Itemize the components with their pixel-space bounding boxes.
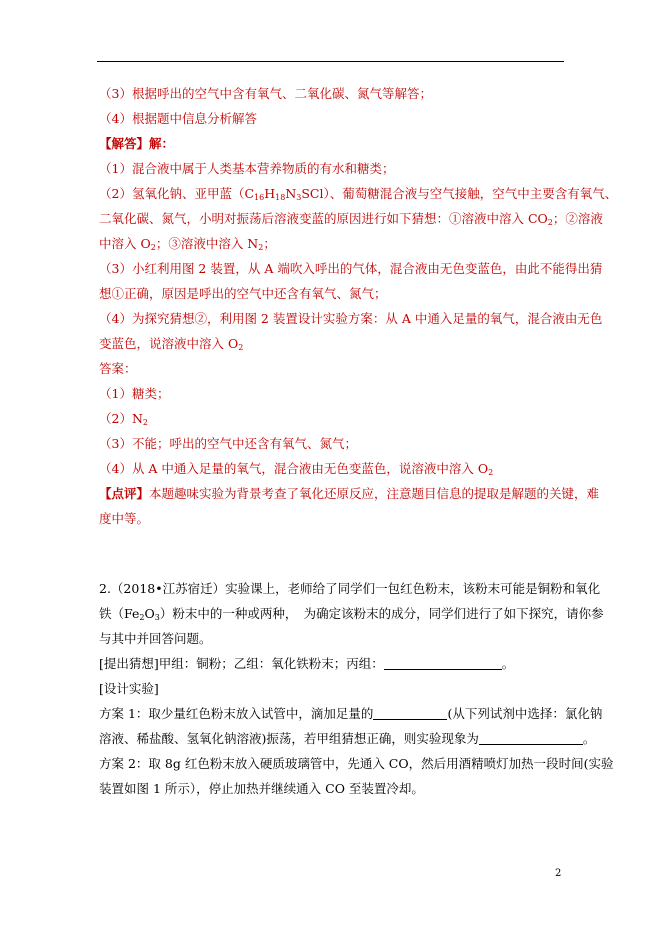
hypothesis-line: [提出猜想]甲组：铜粉；乙组：氧化铁粉末；丙组： 。: [99, 656, 515, 671]
solution-line-2b: 二氧化碳、氮气，小明对振荡后溶液变蓝的原因进行如下猜想：①溶液中溶入 $CO_2$；②溶液: [99, 211, 603, 227]
solution-line-3b: 想①正确，原因是呼出的空气中还含有氧气、氮气；: [99, 286, 387, 301]
answer-line-3: （3）不能；呼出的空气中还含有氧气、氮气；: [99, 436, 357, 451]
solution-line-4b: 变蓝色，说溶液中溶入 $O_2$: [99, 336, 244, 352]
comment-line-1: 【点评】本题趣味实验为背景考查了氧化还原反应，注意题目信息的提取是解题的关键，难: [99, 486, 600, 501]
solution-line-1: （1）混合液中属于人类基本营养物质的有水和糖类；: [99, 161, 395, 176]
comment-label: 【点评】: [99, 486, 150, 501]
analysis-line-3: （3）根据呼出的空气中含有氧气、二氧化碳、氮气等解答；: [99, 86, 432, 101]
plan-1-line-2: 溶液、稀盐酸、氢氧化钠溶液)振荡，若甲组猜想正确，则实验现象为 。: [99, 731, 596, 746]
analysis-line-4: （4）根据题中信息分析解答: [99, 111, 257, 126]
answer-line-1: （1）糖类；: [99, 386, 170, 401]
answer-line-2: $(2)N_2$: [99, 411, 148, 427]
plan-2-line-1: 方案 2：取 8g 红色粉末放入硬质玻璃管中，先通入 CO，然后用酒精喷灯加热一段时间(实验: [99, 756, 614, 771]
answer-heading: 答案：: [99, 361, 137, 376]
answer-line-4: （4）从 A 中通入足量的氧气，混合液由无色变蓝色，说溶液中溶入 $O_2$: [99, 461, 494, 477]
solution-heading: 【解答】解：: [99, 136, 175, 151]
solution-line-4a: （4）为探究猜想②，利用图 2 装置设计实验方案：从 A 中通入足量的氧气，混合液由无色: [99, 311, 603, 326]
solution-line-3a: （3）小红利用图 2 装置，从 A 端吹入呼出的气体，混合液由无色变蓝色，由此不能得出猜: [99, 261, 603, 276]
header-rule: [97, 61, 564, 62]
comment-line-2: 度中等。: [99, 511, 150, 526]
page-number: 2: [555, 868, 562, 879]
plan-1-line-1: 方案 1：取少量红色粉末放入试管中，滴加足量的 (从下列试剂中选择：氯化钠: [99, 706, 603, 721]
solution-line-2a: （2）氢氧化钠、亚甲蓝$(C_{16}H_{18}N_3SCl)$、葡萄糖混合液与空气接触，空气中主要含有氧气、: [99, 186, 618, 202]
question-2-line-2: 铁$(Fe_2O_3)$粉末中的一种或两种， 为确定该粉末的成分，同学们进行了如下探究，请你参: [99, 606, 604, 622]
answer-blank-3[interactable]: [479, 732, 583, 745]
answer-blank-1[interactable]: [384, 657, 502, 670]
design-heading: [设计实验]: [99, 681, 159, 696]
answer-blank-2[interactable]: [373, 707, 447, 720]
plan-2-line-2: 装置如图 1 所示），停止加热并继续通入 CO 至装置冷却。: [99, 781, 424, 796]
question-2-line-3: 与其中并回答问题。: [99, 631, 212, 646]
solution-line-2c: 中溶入 $O_2$；③溶液中溶入 $N_2$；: [99, 236, 276, 252]
question-2-line-1: 2.（2018•江苏宿迁）实验课上，老师给了同学们一包红色粉末，该粉末可能是铜粉和氧化: [99, 581, 601, 596]
